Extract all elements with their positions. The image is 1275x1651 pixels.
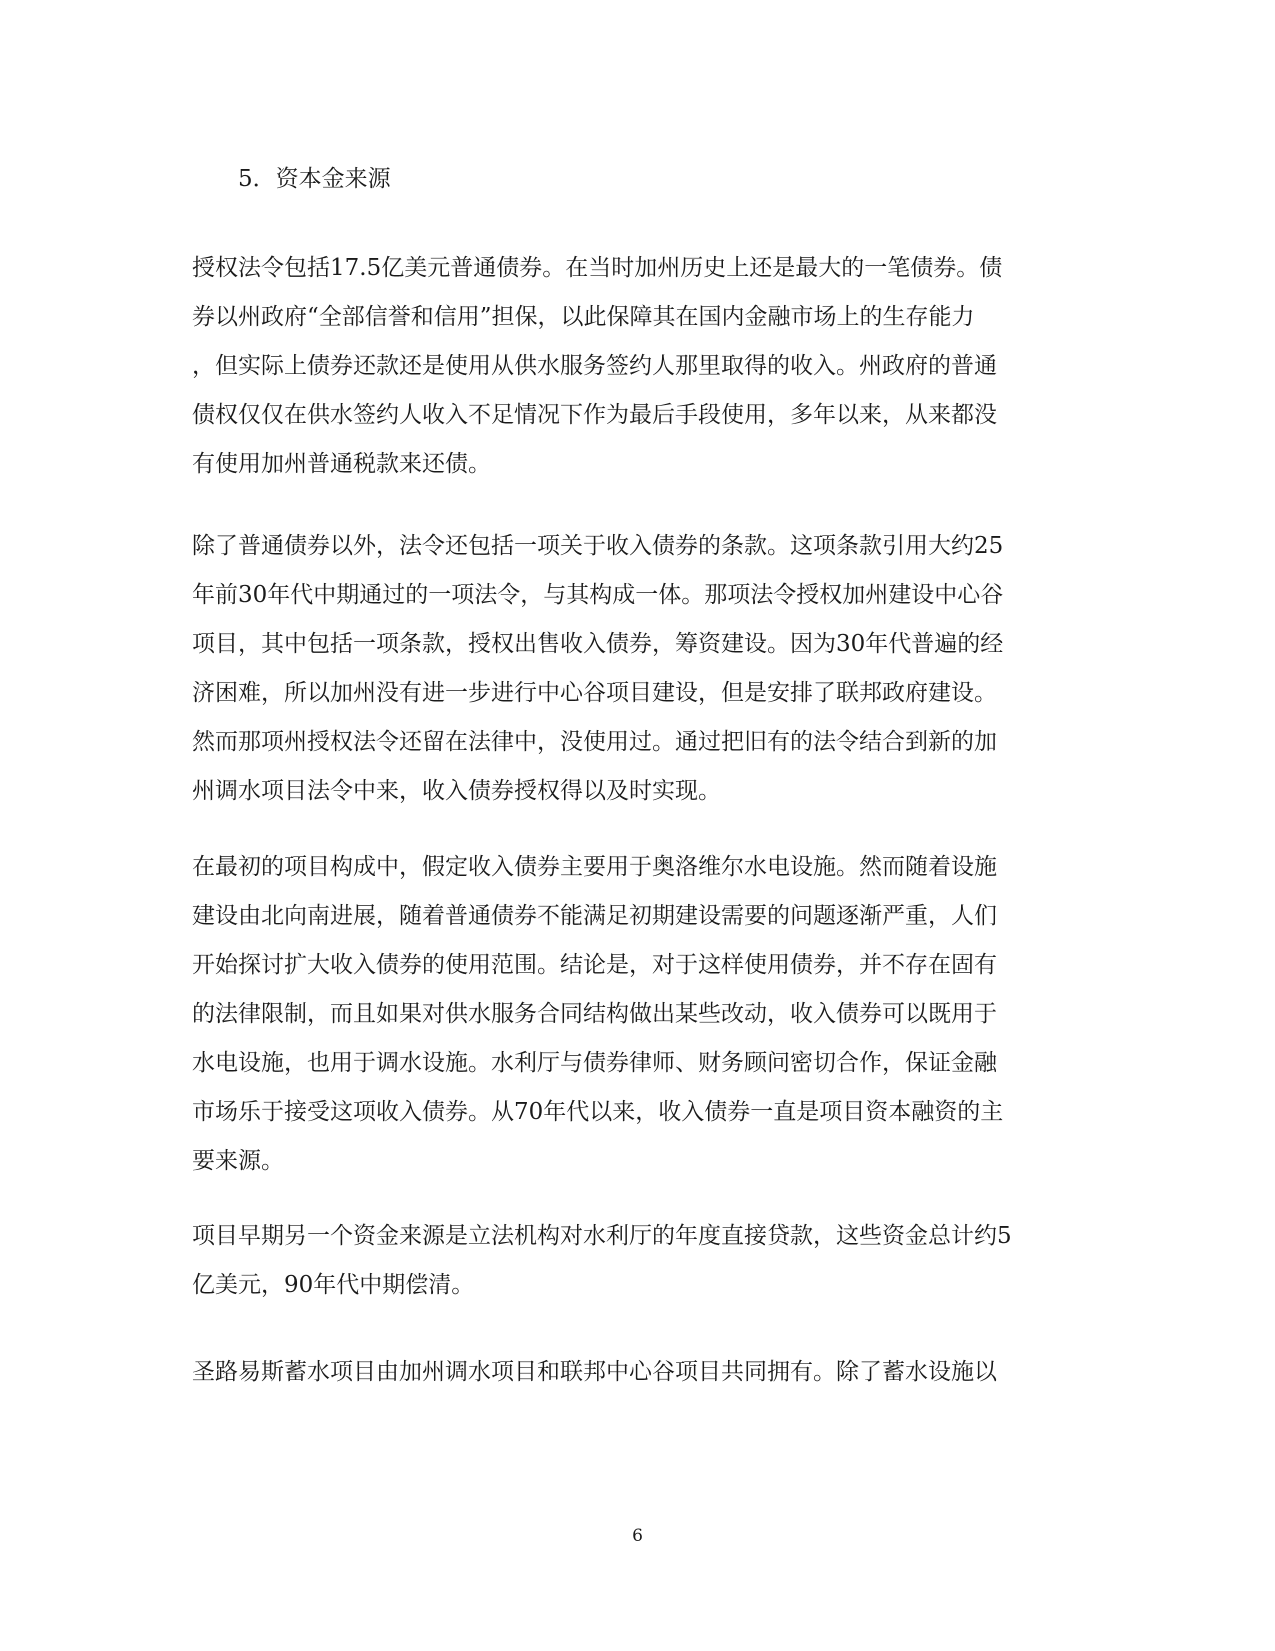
paragraph-line: 济困难，所以加州没有进一步进行中心谷项目建设，但是安排了联邦政府建设。 (192, 680, 997, 706)
page-number: 6 (632, 1526, 643, 1546)
paragraph-line: 年前30年代中期通过的一项法令，与其构成一体。那项法令授权加州建设中心谷 (192, 582, 1004, 608)
paragraph-line: 水电设施，也用于调水设施。水利厅与债券律师、财务顾问密切合作，保证金融 (192, 1050, 997, 1076)
paragraph-line: 的法律限制，而且如果对供水服务合同结构做出某些改动，收入债券可以既用于 (192, 1001, 997, 1027)
paragraph-2 (192, 522, 1092, 816)
section-heading: 5．资本金来源 (238, 166, 391, 192)
paragraph-line: 亿美元，90年代中期偿清。 (192, 1272, 475, 1298)
paragraph-line: 债权仅仅在供水签约人收入不足情况下作为最后手段使用，多年以来，从来都没 (192, 402, 997, 428)
paragraph-line: 市场乐于接受这项收入债券。从70年代以来，收入债券一直是项目资本融资的主 (192, 1099, 1004, 1125)
paragraph-line: 项目早期另一个资金来源是立法机构对水利厅的年度直接贷款，这些资金总计约5 (192, 1223, 1012, 1249)
paragraph-line: 有使用加州普通税款来还债。 (192, 451, 491, 477)
paragraph-line: 项目，其中包括一项条款，授权出售收入债券，筹资建设。因为30年代普遍的经 (192, 631, 1004, 657)
paragraph-4 (192, 1212, 1092, 1310)
paragraph-line: 在最初的项目构成中，假定收入债券主要用于奥洛维尔水电设施。然而随着设施 (192, 854, 997, 880)
paragraph-line: 授权法令包括17.5亿美元普通债券。在当时加州历史上还是最大的一笔债券。债 (192, 255, 1003, 281)
paragraph-line: 要来源。 (192, 1148, 284, 1174)
paragraph-line: 建设由北向南进展，随着普通债券不能满足初期建设需要的问题逐渐严重，人们 (192, 903, 997, 929)
paragraph-line: 然而那项州授权法令还留在法律中，没使用过。通过把旧有的法令结合到新的加 (192, 729, 997, 755)
paragraph-line: 除了普通债券以外，法令还包括一项关于收入债券的条款。这项条款引用大约25 (192, 533, 1004, 559)
paragraph-3 (192, 843, 1092, 1186)
paragraph-5 (192, 1348, 1092, 1397)
paragraph-line: 券以州政府“全部信誉和信用”担保，以此保障其在国内金融市场上的生存能力 (192, 304, 975, 330)
paragraph-line: 圣路易斯蓄水项目由加州调水项目和联邦中心谷项目共同拥有。除了蓄水设施以 (192, 1359, 997, 1385)
paragraph-line: ，但实际上债券还款还是使用从供水服务签约人那里取得的收入。州政府的普通 (192, 353, 997, 379)
paragraph-line: 开始探讨扩大收入债券的使用范围。结论是，对于这样使用债券，并不存在固有 (192, 952, 997, 978)
paragraph-line: 州调水项目法令中来，收入债券授权得以及时实现。 (192, 778, 721, 804)
paragraph-1 (192, 244, 1092, 489)
